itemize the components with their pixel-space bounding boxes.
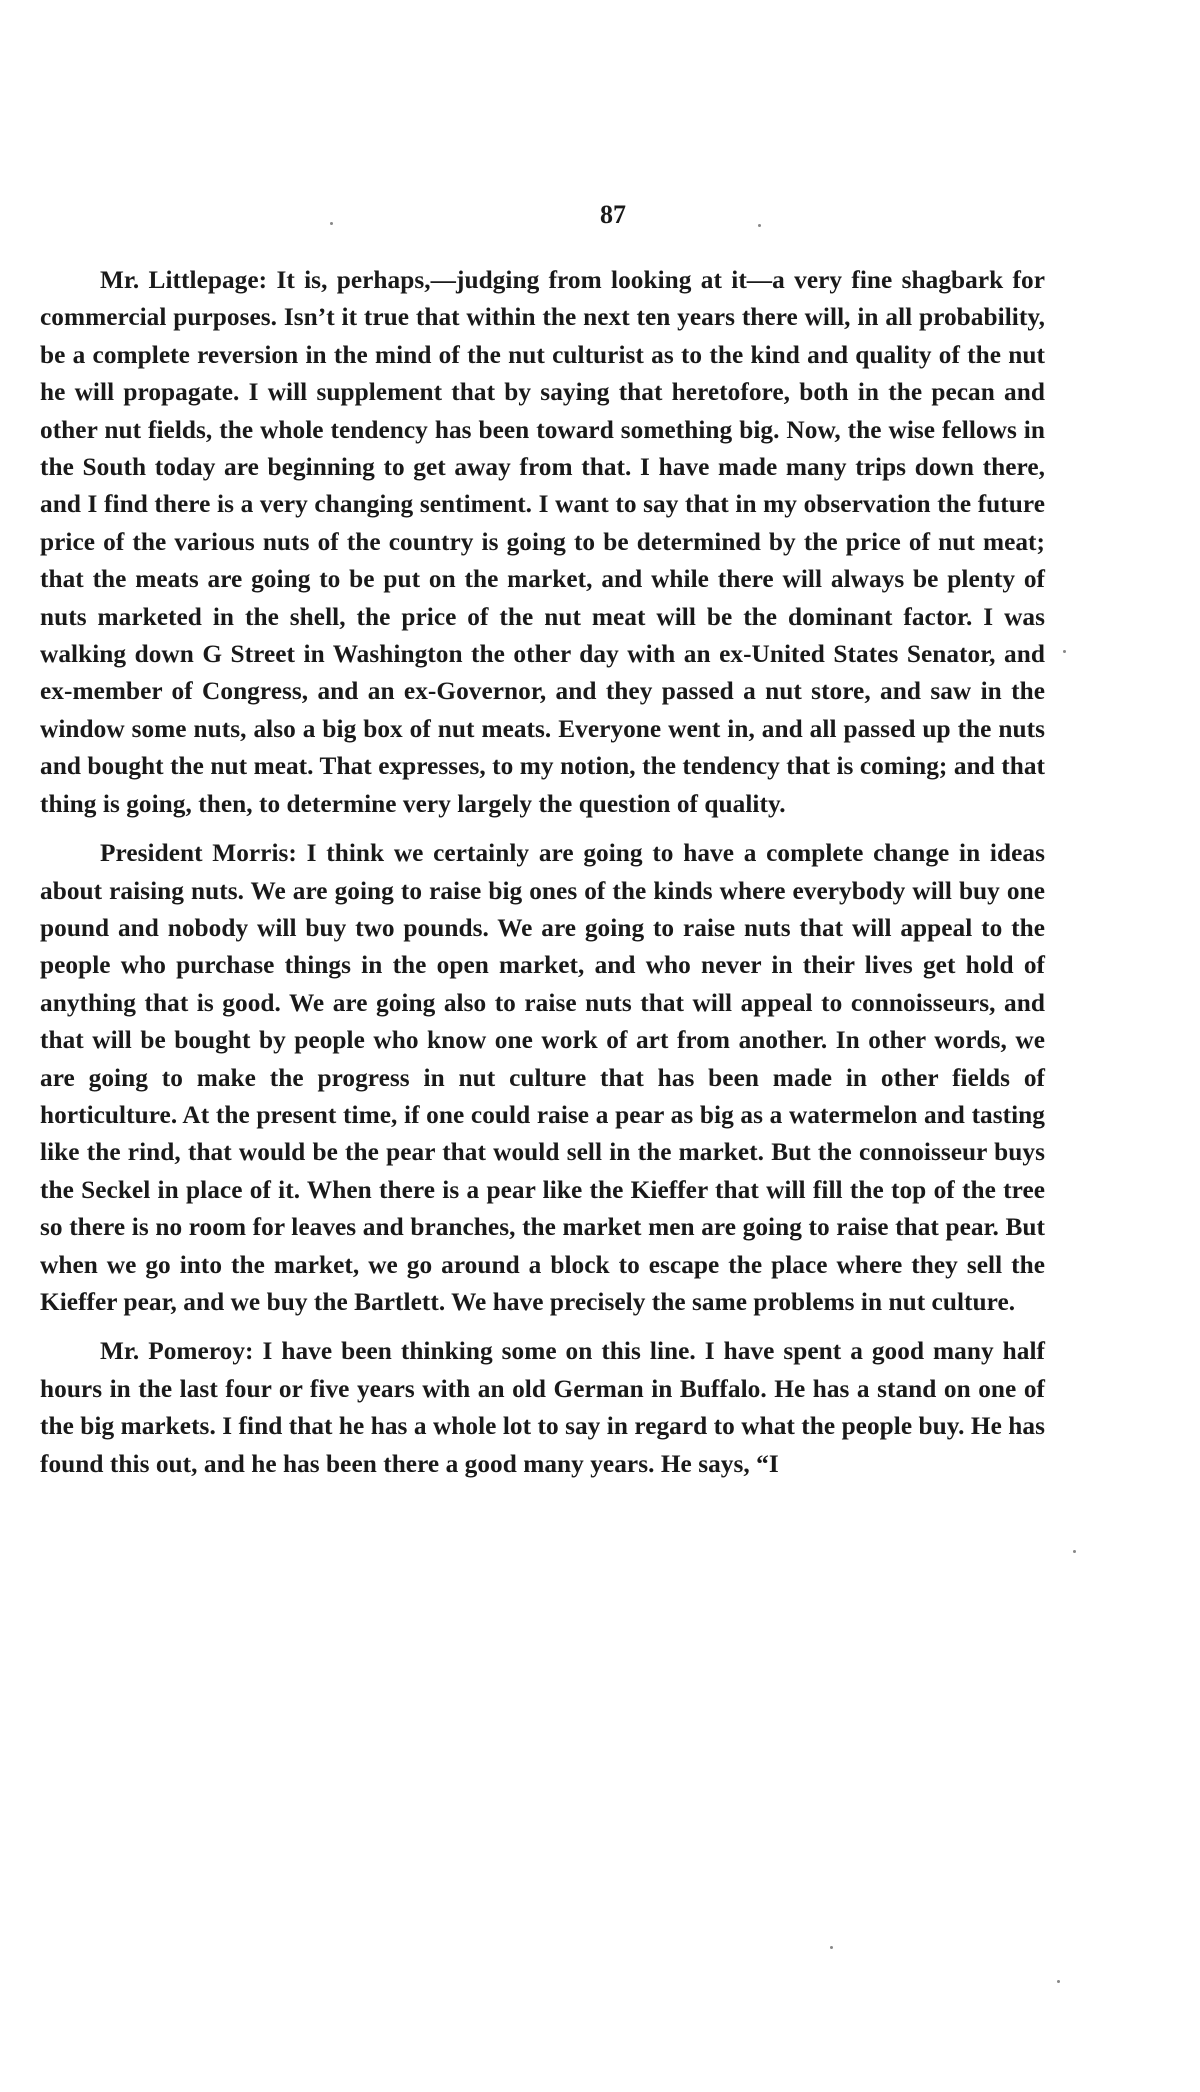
page-number: 87 bbox=[600, 200, 626, 229]
scan-speck bbox=[1063, 650, 1066, 653]
paragraph-littlepage bbox=[40, 262, 1045, 823]
scan-speck bbox=[830, 1946, 833, 1949]
paragraph-text: I have been thinking some on this line. I have spent a good many half hours in the last four or five years with an old German in Buffalo. He has a stand on one of the big markets. I find that he has a whole lot to say in regard to what the people buy. He has found this out, and he has been there a good many years. He says, “I bbox=[40, 1337, 1045, 1478]
paragraph-text: I think we certainly are going to have a complete change in ideas about raising nuts. We are going to raise big ones of the kinds where everybody will buy one pound and nobody will buy two pounds. We are going to raise nuts that will appeal to the people who purchase things in the open market, and who never in their lives get hold of anything that is good. We are going also to raise nuts that will appeal to connoisseurs, and that will be bought by people who know one work of art from another. In other words, we are going to make the progress in nut culture that has been made in other fields of horticulture. At the present time, if one could raise a pear as big as a watermelon and tasting like the rind, that would be the pear that would sell in the market. But the connoisseur buys the Seckel in place of it. When there is a pear like the Kieffer that will fill the top of the tree so there is no room for leaves and branches, the market men are going to raise that pear. But when we go into the market, we go around a block to escape the place where they sell the Kieffer pear, and we buy the Bartlett. We have precisely the same problems in nut culture. bbox=[40, 839, 1045, 1316]
paragraph-pomeroy bbox=[40, 1333, 1045, 1483]
speaker-name: Mr. Pomeroy: bbox=[100, 1337, 254, 1366]
body-text bbox=[40, 262, 1045, 1495]
scan-speck bbox=[1073, 1550, 1076, 1553]
speaker-name: President Morris: bbox=[100, 839, 297, 868]
speaker-name: Mr. Littlepage: bbox=[100, 266, 268, 294]
paragraph-morris bbox=[40, 835, 1045, 1321]
scan-speck bbox=[1057, 1980, 1060, 1983]
paragraph-text: It is, perhaps,—judging from looking at it—a very fine shagbark for commercial purposes. Isn’t it true that within the next ten years there will, in all probability, be a complete reversion in the mind of the nut culturist as to the kind and quality of the nut he will propagate. I will supplement that by saying that heretofore, both in the pecan and other nut fields, the whole tendency has been toward something big. Now, the wise fellows in the South today are beginning to get away from that. I have made many trips down there, and I find there is a very changing sentiment. I want to say that in my observation the future price of the various nuts of the country is going to be determined by the price of nut meat; that the meats are going to be put on the market, and while there will always be plenty of nuts marketed in the shell, the price of the nut meat will be the dominant factor. I was walking down G Street in Washington the other day with an ex-United States Senator, and ex-member of Congress, and an ex-Governor, and they passed a nut store, and saw in the window some nuts, also a big box of nut meats. Everyone went in, and all passed up the nuts and bought the nut meat. That expresses, to my notion, the tendency that is coming; and that thing is going, then, to determine very largely the question of quality. bbox=[40, 266, 1045, 818]
